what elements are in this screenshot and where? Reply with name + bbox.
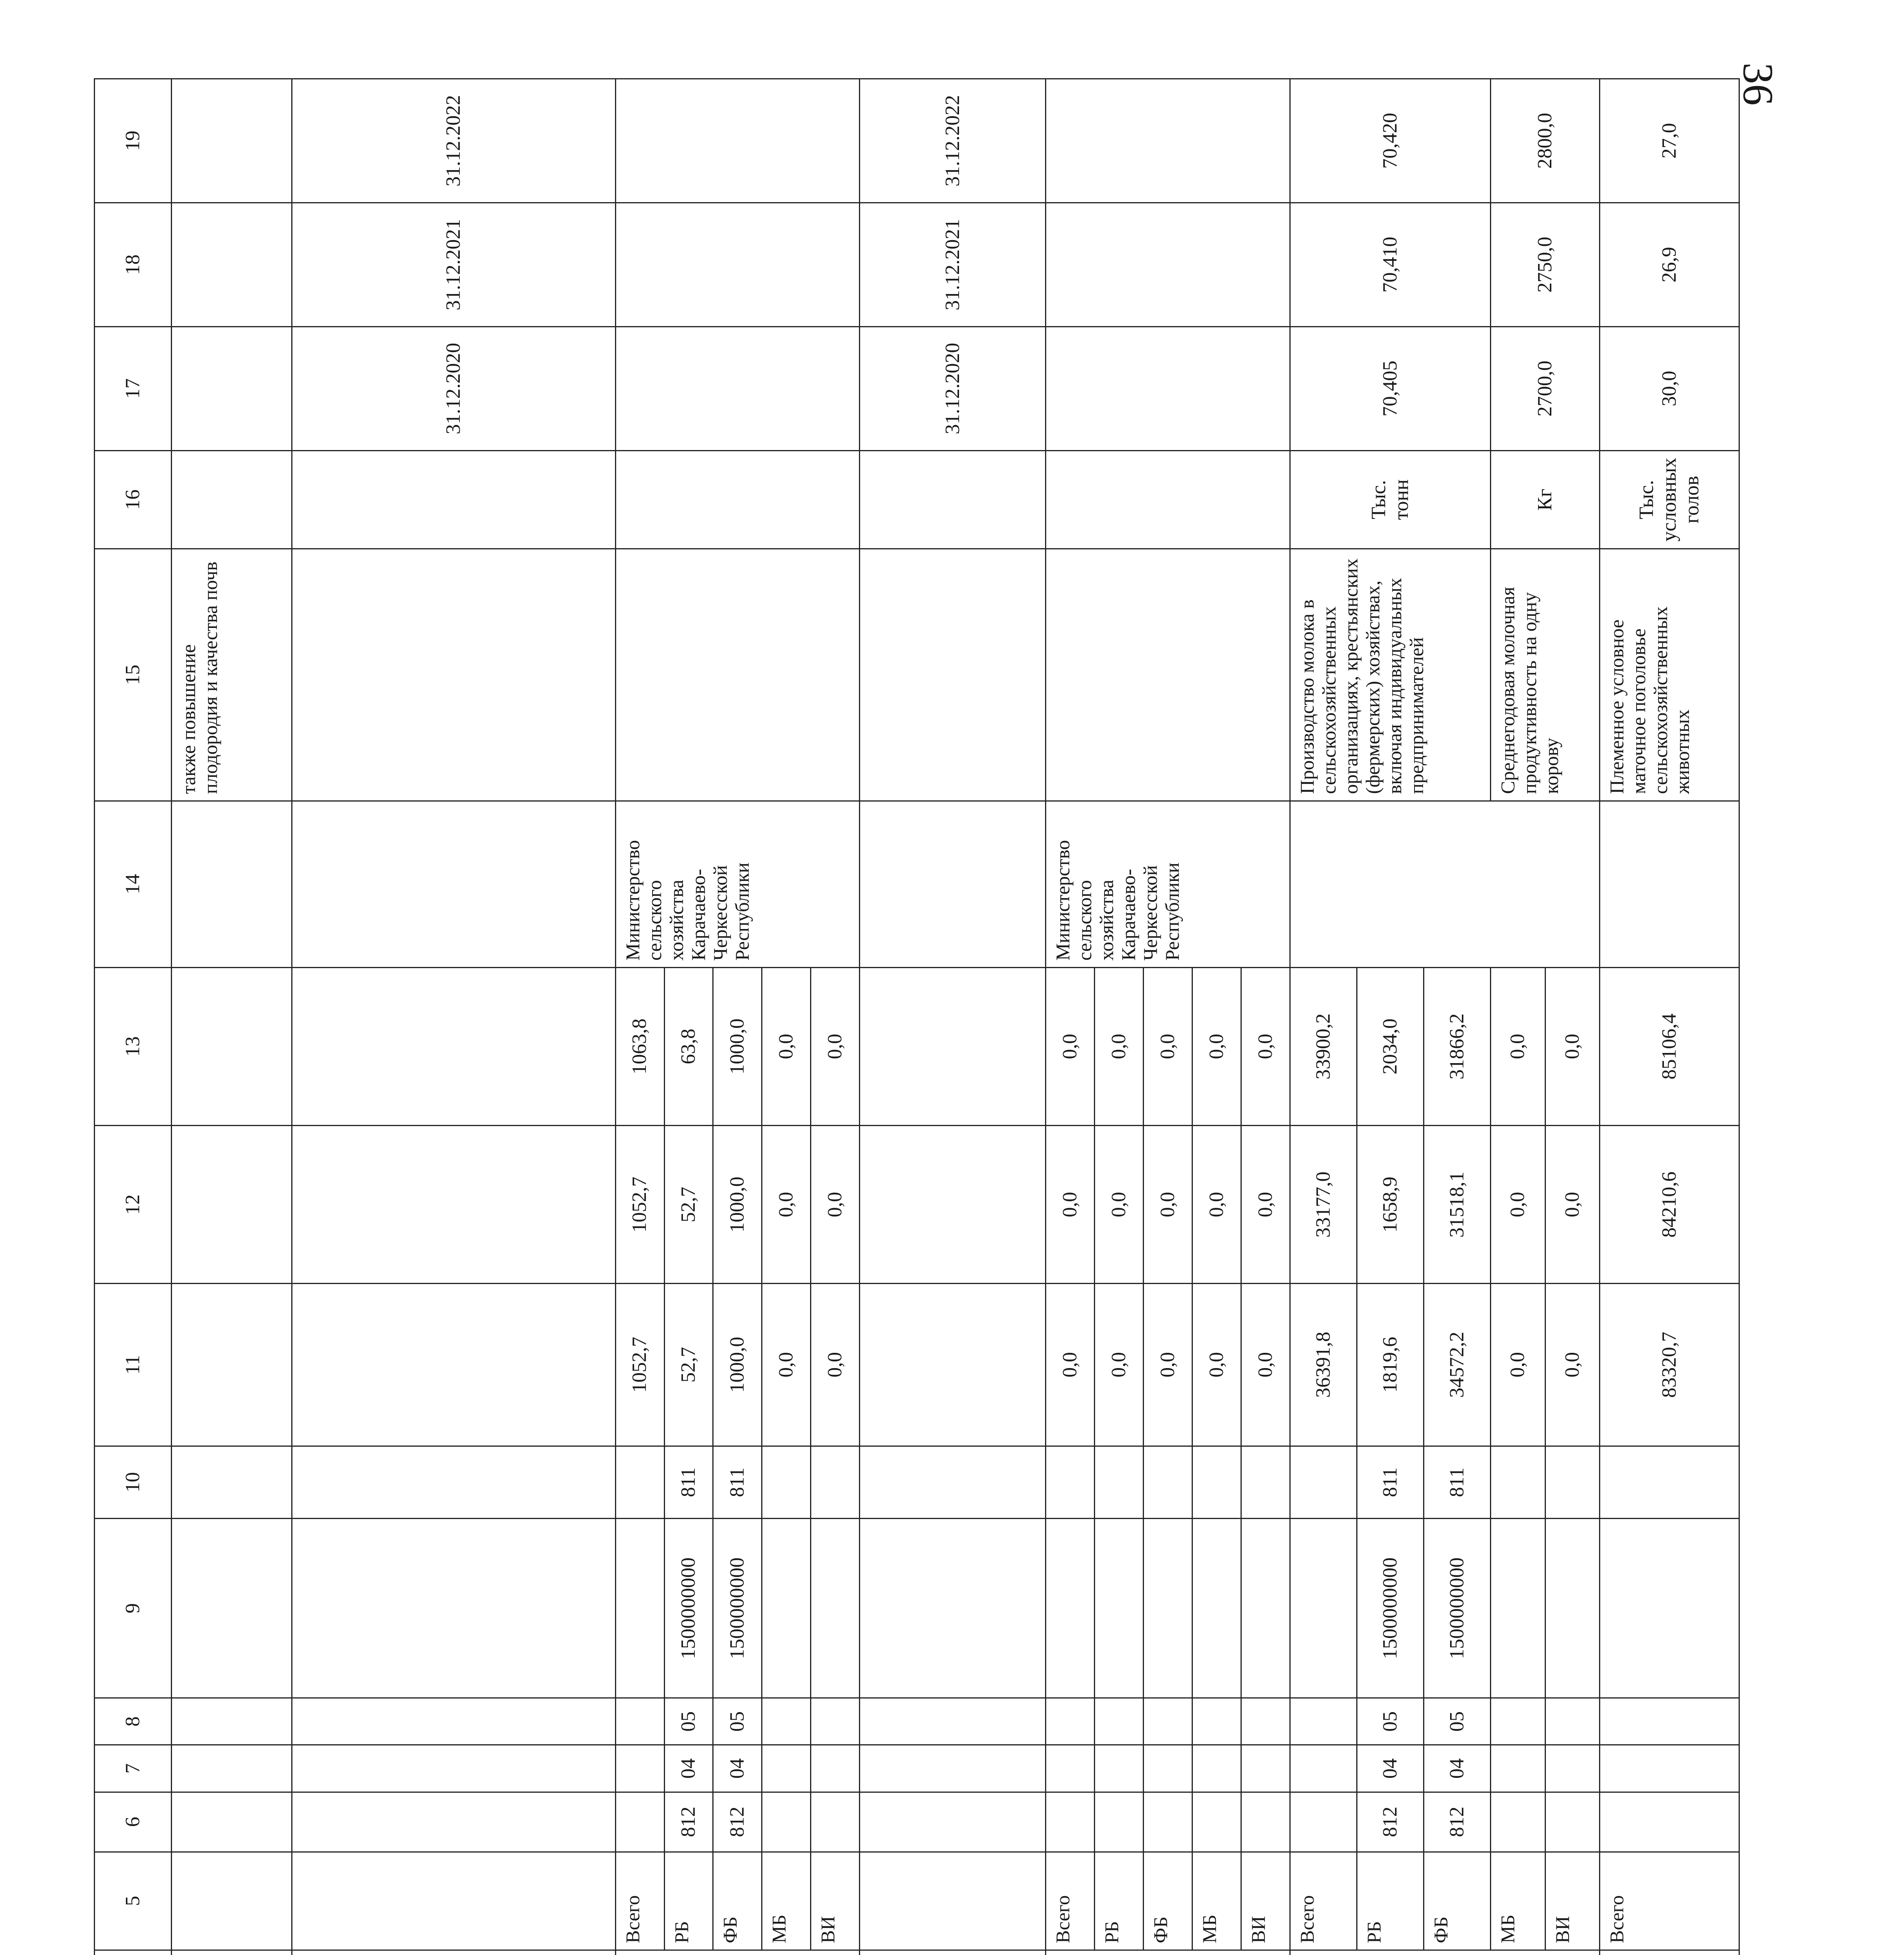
indicator-2021: 26,9 xyxy=(1599,203,1739,326)
col-header: 17 xyxy=(95,326,172,450)
kbk-cell: 811 xyxy=(664,1446,713,1519)
table-row xyxy=(292,79,615,1955)
date-2022: 31.12.2022 xyxy=(860,79,1046,203)
amount-2021: 33177,0 xyxy=(1290,1126,1357,1284)
date-2020: 31.12.2020 xyxy=(860,326,1046,450)
amount-2022: 31866,2 xyxy=(1424,967,1491,1125)
amount-2020: 0,0 xyxy=(1241,1284,1290,1446)
indicator-name: Среднегодовая молочная продуктивность на одну корову xyxy=(1491,549,1600,801)
amount-2021: 0,0 xyxy=(1095,1126,1144,1284)
amount-2022: 63,8 xyxy=(664,967,713,1125)
kbk-cell: 811 xyxy=(1357,1446,1424,1519)
table-row xyxy=(172,79,292,1955)
kbk-cell: 812 xyxy=(1357,1792,1424,1852)
amount-2020: 0,0 xyxy=(1545,1284,1599,1446)
date-2021: 31.12.2021 xyxy=(860,203,1046,326)
kbk-cell: 05 xyxy=(1357,1698,1424,1745)
indicator-2020: 30,0 xyxy=(1599,326,1739,450)
col-header: 12 xyxy=(95,1126,172,1284)
date-2021: 31.12.2021 xyxy=(292,203,615,326)
col-header: 5 xyxy=(95,1852,172,1950)
col-header: 8 xyxy=(95,1698,172,1745)
kbk-cell: 1500000000 xyxy=(1357,1519,1424,1698)
kbk-cell: 812 xyxy=(1424,1792,1491,1852)
responsible xyxy=(615,1950,860,1955)
amount-2022: 85106,4 xyxy=(1599,967,1739,1125)
budget-source: РБ xyxy=(1095,1852,1144,1950)
amount-2021: 31518,1 xyxy=(1424,1126,1491,1284)
amount-2020: 1000,0 xyxy=(713,1284,762,1446)
amount-2022: 0,0 xyxy=(1241,967,1290,1125)
kbk-cell: 05 xyxy=(1424,1698,1491,1745)
table-row xyxy=(860,79,1046,1955)
indicator-2020: 70,405 xyxy=(1290,326,1491,450)
amount-2022: 0,0 xyxy=(1095,967,1144,1125)
kbk-cell: 812 xyxy=(713,1792,762,1852)
amount-2020: 0,0 xyxy=(1192,1284,1241,1446)
amount-2021: 0,0 xyxy=(1545,1126,1599,1284)
amount-2022: 2034,0 xyxy=(1357,967,1424,1125)
table-row xyxy=(1290,79,1357,1955)
amount-2021: 52,7 xyxy=(664,1126,713,1284)
amount-2020: 1052,7 xyxy=(615,1284,664,1446)
col-header: 11 xyxy=(95,1284,172,1446)
budget-source: ВИ xyxy=(1545,1852,1599,1950)
table-row xyxy=(1491,79,1545,1955)
amount-2022: 0,0 xyxy=(1545,967,1599,1125)
indicator-2021: 2750,0 xyxy=(1491,203,1600,326)
budget-source: МБ xyxy=(762,1852,811,1950)
amount-2022: 0,0 xyxy=(1491,967,1545,1125)
table-row xyxy=(1046,79,1095,1955)
kbk-cell: 05 xyxy=(713,1698,762,1745)
amount-2020: 0,0 xyxy=(1095,1284,1144,1446)
column-number-row xyxy=(95,79,172,1955)
budget-source: ФБ xyxy=(1143,1852,1192,1950)
budget-source: Всего xyxy=(1046,1852,1095,1950)
table-row xyxy=(615,79,664,1955)
indicator-name: Производство молока в сельскохозяйственных организациях, крестьянских (фермерских) хозяйствах, включая индивидуальных предпринимателей xyxy=(1290,549,1491,801)
kbk-cell: 04 xyxy=(1357,1745,1424,1792)
indicator-unit: Тыс. условных голов xyxy=(1599,450,1739,549)
amount-2020: 36391,8 xyxy=(1290,1284,1357,1446)
budget-source: МБ xyxy=(1491,1852,1545,1950)
budget-source: Всего xyxy=(1599,1852,1739,1950)
col-header xyxy=(95,1950,172,1955)
amount-2022: 0,0 xyxy=(1143,967,1192,1125)
col-header: 6 xyxy=(95,1792,172,1852)
col-header: 19 xyxy=(95,79,172,203)
amount-2020: 1819,6 xyxy=(1357,1284,1424,1446)
indicator-cell: также повышение плодородия и качества почв xyxy=(172,549,292,801)
amount-2020: 0,0 xyxy=(811,1284,860,1446)
kbk-cell: 04 xyxy=(713,1745,762,1792)
amount-2022: 1000,0 xyxy=(713,967,762,1125)
amount-2020: 52,7 xyxy=(664,1284,713,1446)
amount-2021: 1658,9 xyxy=(1357,1126,1424,1284)
executor: Министерство сельского хозяйства Карачаево-Черкесской Республики xyxy=(1046,801,1290,967)
kbk-cell: 811 xyxy=(713,1446,762,1519)
budget-source: МБ xyxy=(1192,1852,1241,1950)
amount-2021: 1052,7 xyxy=(615,1126,664,1284)
amount-2020: 0,0 xyxy=(1491,1284,1545,1446)
amount-2021: 0,0 xyxy=(762,1126,811,1284)
kbk-cell: 1500000000 xyxy=(713,1519,762,1698)
kbk-cell: 04 xyxy=(1424,1745,1491,1792)
indicator-2022: 2800,0 xyxy=(1491,79,1600,203)
amount-2022: 0,0 xyxy=(762,967,811,1125)
budget-source: ВИ xyxy=(811,1852,860,1950)
program-plan-table xyxy=(94,78,1740,1955)
indicator-unit: Тыс. тонн xyxy=(1290,450,1491,549)
col-header: 18 xyxy=(95,203,172,326)
col-header: 15 xyxy=(95,549,172,801)
kbk-cell: 1500000000 xyxy=(664,1519,713,1698)
executor: Министерство сельского хозяйства Карачаево-Черкесской Республики xyxy=(615,801,860,967)
indicator-name: Племенное условное маточное поголовье сельскохозяйственных животных xyxy=(1599,549,1739,801)
col-header: 13 xyxy=(95,967,172,1125)
amount-2020: 83320,7 xyxy=(1599,1284,1739,1446)
col-header: 9 xyxy=(95,1519,172,1698)
amount-2021: 84210,6 xyxy=(1599,1126,1739,1284)
budget-source: ФБ xyxy=(1424,1852,1491,1950)
kbk-cell: 1500000000 xyxy=(1424,1519,1491,1698)
responsible xyxy=(1290,1950,1599,1955)
date-2020: 31.12.2020 xyxy=(292,326,615,450)
amount-2021: 0,0 xyxy=(1046,1126,1095,1284)
amount-2021: 0,0 xyxy=(1241,1126,1290,1284)
amount-2022: 0,0 xyxy=(811,967,860,1125)
amount-2021: 1000,0 xyxy=(713,1126,762,1284)
col-header: 10 xyxy=(95,1446,172,1519)
kbk-cell: 05 xyxy=(664,1698,713,1745)
amount-2020: 34572,2 xyxy=(1424,1284,1491,1446)
budget-source: Всего xyxy=(1290,1852,1357,1950)
kbk-cell: 04 xyxy=(664,1745,713,1792)
budget-source: РБ xyxy=(664,1852,713,1950)
indicator-2020: 2700,0 xyxy=(1491,326,1600,450)
amount-2021: 0,0 xyxy=(811,1126,860,1284)
amount-2022: 33900,2 xyxy=(1290,967,1357,1125)
amount-2020: 0,0 xyxy=(762,1284,811,1446)
responsible xyxy=(1046,1950,1290,1955)
amount-2022: 1063,8 xyxy=(615,967,664,1125)
amount-2021: 0,0 xyxy=(1491,1126,1545,1284)
amount-2021: 0,0 xyxy=(1192,1126,1241,1284)
responsible xyxy=(1599,1950,1739,1955)
budget-source: Всего xyxy=(615,1852,664,1950)
kbk-cell: 812 xyxy=(664,1792,713,1852)
col-header: 7 xyxy=(95,1745,172,1792)
amount-2020: 0,0 xyxy=(1143,1284,1192,1446)
budget-source: ФБ xyxy=(713,1852,762,1950)
amount-2021: 0,0 xyxy=(1143,1126,1192,1284)
rotated-table-page xyxy=(94,78,1740,1955)
amount-2022: 0,0 xyxy=(1046,967,1095,1125)
budget-source: ВИ xyxy=(1241,1852,1290,1950)
col-header: 14 xyxy=(95,801,172,967)
indicator-2022: 70,420 xyxy=(1290,79,1491,203)
amount-2022: 0,0 xyxy=(1192,967,1241,1125)
budget-source: РБ xyxy=(1357,1852,1424,1950)
col-header: 16 xyxy=(95,450,172,549)
indicator-unit: Кг xyxy=(1491,450,1600,549)
indicator-2021: 70,410 xyxy=(1290,203,1491,326)
kbk-cell: 811 xyxy=(1424,1446,1491,1519)
page-number: 36 xyxy=(1734,63,1782,106)
amount-2020: 0,0 xyxy=(1046,1284,1095,1446)
indicator-2022: 27,0 xyxy=(1599,79,1739,203)
date-2022: 31.12.2022 xyxy=(292,79,615,203)
table-row xyxy=(1599,79,1739,1955)
